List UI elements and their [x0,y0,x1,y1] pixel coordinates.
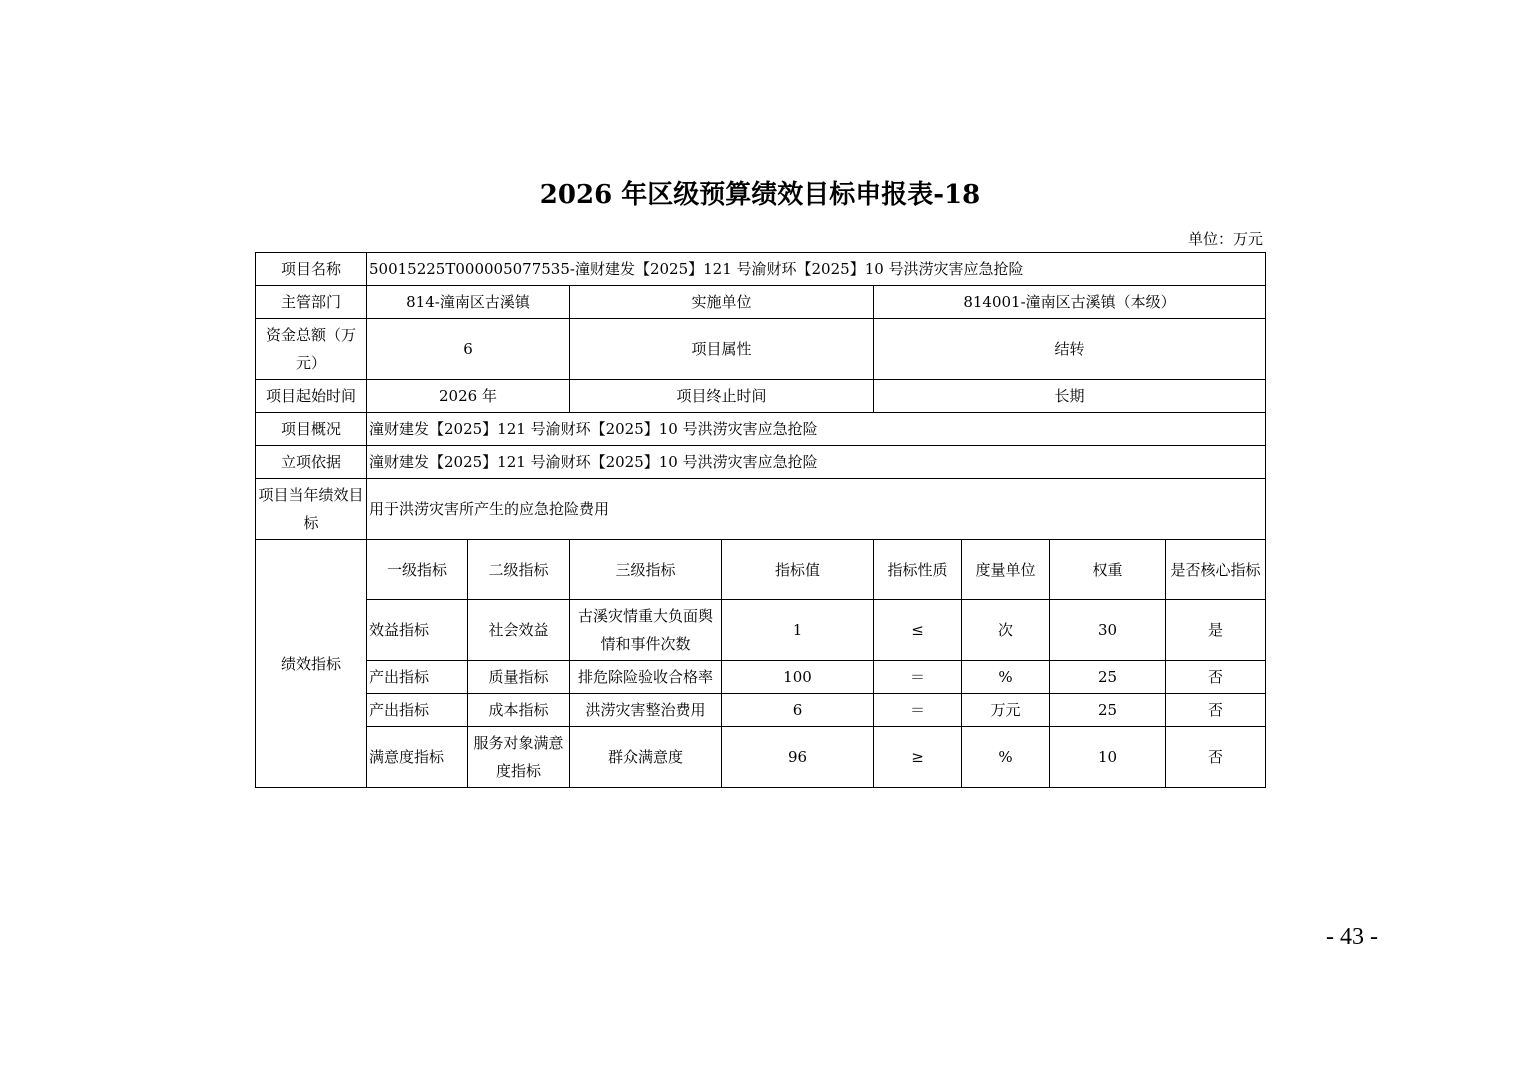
project-name-value: 50015225T000005077535-潼财建发【2025】121 号渝财环【2025】10 号洪涝灾害应急抢险 [367,253,1266,286]
header-core: 是否核心指标 [1166,540,1266,600]
indicator-level2: 质量指标 [468,661,570,694]
indicator-core: 否 [1166,727,1266,788]
header-value: 指标值 [722,540,874,600]
indicator-level1: 产出指标 [367,661,468,694]
dept-value: 814-潼南区古溪镇 [367,286,570,319]
indicator-unit: % [962,727,1050,788]
indicator-unit: 万元 [962,694,1050,727]
project-attr-value: 结转 [874,319,1266,380]
end-time-label: 项目终止时间 [570,380,874,413]
table-row-dept [256,286,1266,319]
table-row-funds [256,319,1266,380]
header-level3: 三级指标 [570,540,722,600]
end-time-value: 长期 [874,380,1266,413]
funds-label: 资金总额（万元） [256,319,367,380]
indicator-weight: 25 [1050,661,1166,694]
indicator-row [256,694,1266,727]
header-weight: 权重 [1050,540,1166,600]
indicator-weight: 10 [1050,727,1166,788]
indicator-nature: ＝ [874,661,962,694]
indicator-row [256,600,1266,661]
funds-value: 6 [367,319,570,380]
indicator-nature: ＝ [874,694,962,727]
indicator-level3: 古溪灾情重大负面舆情和事件次数 [570,600,722,661]
dept-label: 主管部门 [256,286,367,319]
start-time-value: 2026 年 [367,380,570,413]
page-title: 2026 年区级预算绩效目标申报表-18 [539,180,981,210]
indicator-level2: 成本指标 [468,694,570,727]
indicator-level3: 排危除险验收合格率 [570,661,722,694]
project-attr-label: 项目属性 [570,319,874,380]
indicator-value: 6 [722,694,874,727]
overview-label: 项目概况 [256,413,367,446]
table-row-goal [256,479,1266,540]
indicator-value: 1 [722,600,874,661]
start-time-label: 项目起始时间 [256,380,367,413]
overview-value: 潼财建发【2025】121 号渝财环【2025】10 号洪涝灾害应急抢险 [367,413,1266,446]
impl-unit-value: 814001-潼南区古溪镇（本级） [874,286,1266,319]
goal-label: 项目当年绩效目标 [256,479,367,540]
impl-unit-label: 实施单位 [570,286,874,319]
indicator-level1: 产出指标 [367,694,468,727]
indicator-nature: ≤ [874,600,962,661]
indicator-weight: 30 [1050,600,1166,661]
header-level2: 二级指标 [468,540,570,600]
indicator-row [256,727,1266,788]
budget-performance-table [255,252,1266,788]
indicator-level3: 群众满意度 [570,727,722,788]
table-row-project-name [256,253,1266,286]
indicator-core: 否 [1166,694,1266,727]
basis-value: 潼财建发【2025】121 号渝财环【2025】10 号洪涝灾害应急抢险 [367,446,1266,479]
indicator-weight: 25 [1050,694,1166,727]
table-row-overview [256,413,1266,446]
table-row-basis [256,446,1266,479]
page-number: - 43 - [1326,924,1378,950]
header-unit: 度量单位 [962,540,1050,600]
basis-label: 立项依据 [256,446,367,479]
table-row-time [256,380,1266,413]
unit-label: 单位：万元 [1187,230,1263,248]
indicator-unit: % [962,661,1050,694]
header-level1: 一级指标 [367,540,468,600]
project-name-label: 项目名称 [256,253,367,286]
indicator-level1: 效益指标 [367,600,468,661]
indicator-level2: 社会效益 [468,600,570,661]
indicator-core: 是 [1166,600,1266,661]
header-nature: 指标性质 [874,540,962,600]
indicator-value: 100 [722,661,874,694]
indicator-row [256,661,1266,694]
indicator-value: 96 [722,727,874,788]
indicator-level2: 服务对象满意度指标 [468,727,570,788]
indicator-header-row [256,540,1266,600]
indicator-level3: 洪涝灾害整治费用 [570,694,722,727]
indicator-unit: 次 [962,600,1050,661]
indicator-level1: 满意度指标 [367,727,468,788]
indicator-nature: ≥ [874,727,962,788]
goal-value: 用于洪涝灾害所产生的应急抢险费用 [367,479,1266,540]
indicators-label: 绩效指标 [256,540,367,788]
indicator-core: 否 [1166,661,1266,694]
